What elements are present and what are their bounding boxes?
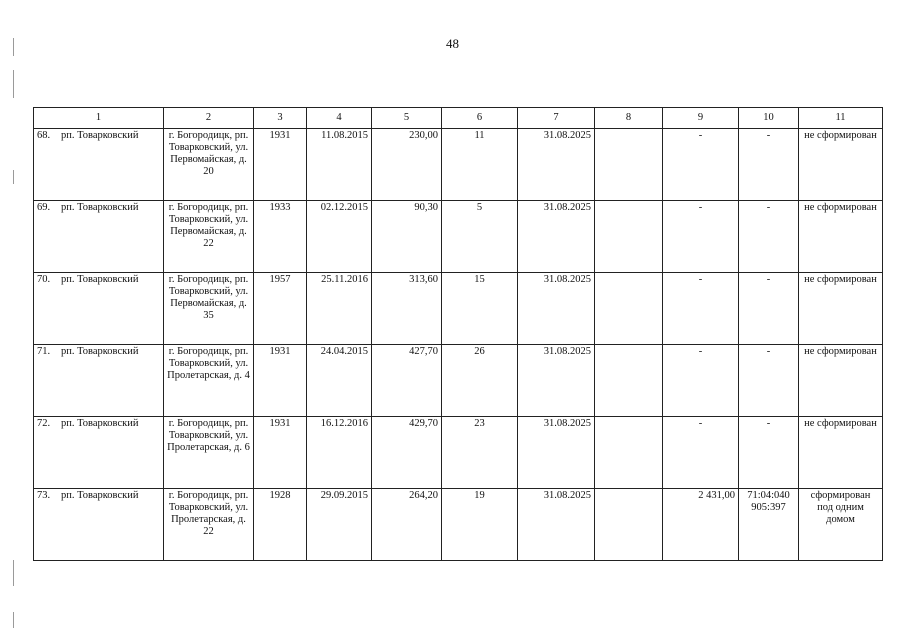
count-cell: 5 — [442, 201, 518, 273]
empty-cell — [595, 345, 663, 417]
deadline-cell: 31.08.2025 — [518, 489, 595, 561]
date-cell: 29.09.2015 — [307, 489, 372, 561]
column-header: 5 — [372, 108, 442, 129]
empty-cell — [595, 273, 663, 345]
status-cell: сформирован под одним домом — [799, 489, 883, 561]
column-header: 9 — [663, 108, 739, 129]
header-row — [34, 108, 883, 129]
settlement-name: рп. Товарковский — [61, 418, 139, 429]
column-header: 10 — [739, 108, 799, 129]
count-cell: 23 — [442, 417, 518, 489]
row-name-cell — [34, 129, 164, 201]
value-cell: 2 431,00 — [663, 489, 739, 561]
left-margin-mark — [13, 170, 14, 184]
area-cell: 427,70 — [372, 345, 442, 417]
cadastral-cell: - — [739, 129, 799, 201]
address-cell: г. Богородицк, рп. Товарковский, ул. Первомайская, д. 20 — [164, 129, 254, 201]
value-cell: - — [663, 201, 739, 273]
status-cell: не сформирован — [799, 273, 883, 345]
cadastral-cell: - — [739, 201, 799, 273]
date-cell: 25.11.2016 — [307, 273, 372, 345]
count-cell: 11 — [442, 129, 518, 201]
count-cell: 19 — [442, 489, 518, 561]
empty-cell — [595, 201, 663, 273]
deadline-cell: 31.08.2025 — [518, 273, 595, 345]
area-cell: 313,60 — [372, 273, 442, 345]
year-cell: 1931 — [254, 345, 307, 417]
year-cell: 1931 — [254, 129, 307, 201]
table-row — [34, 417, 883, 489]
area-cell: 230,00 — [372, 129, 442, 201]
table-row — [34, 489, 883, 561]
settlement-name: рп. Товарковский — [61, 490, 139, 501]
settlement-name: рп. Товарковский — [61, 274, 139, 285]
value-cell: - — [663, 129, 739, 201]
row-name-cell — [34, 201, 164, 273]
left-margin-mark — [13, 38, 14, 56]
empty-cell — [595, 129, 663, 201]
empty-cell — [595, 417, 663, 489]
deadline-cell: 31.08.2025 — [518, 417, 595, 489]
date-cell: 11.08.2015 — [307, 129, 372, 201]
row-number: 72. — [37, 418, 51, 429]
row-name-cell — [34, 273, 164, 345]
table-row — [34, 201, 883, 273]
column-header: 8 — [595, 108, 663, 129]
deadline-cell: 31.08.2025 — [518, 345, 595, 417]
address-cell: г. Богородицк, рп. Товарковский, ул. Первомайская, д. 35 — [164, 273, 254, 345]
table-row — [34, 273, 883, 345]
value-cell: - — [663, 273, 739, 345]
row-number: 70. — [37, 274, 51, 285]
status-cell: не сформирован — [799, 345, 883, 417]
address-cell: г. Богородицк, рп. Товарковский, ул. Пролетарская, д. 4 — [164, 345, 254, 417]
address-cell: г. Богородицк, рп. Товарковский, ул. Пролетарская, д. 6 — [164, 417, 254, 489]
date-cell: 16.12.2016 — [307, 417, 372, 489]
cadastral-cell: - — [739, 273, 799, 345]
status-cell: не сформирован — [799, 201, 883, 273]
row-number: 71. — [37, 346, 51, 357]
row-number: 69. — [37, 202, 51, 213]
area-cell: 429,70 — [372, 417, 442, 489]
year-cell: 1931 — [254, 417, 307, 489]
column-header: 7 — [518, 108, 595, 129]
column-header: 11 — [799, 108, 883, 129]
date-cell: 02.12.2015 — [307, 201, 372, 273]
deadline-cell: 31.08.2025 — [518, 129, 595, 201]
row-number: 68. — [37, 130, 51, 141]
column-header: 2 — [164, 108, 254, 129]
settlement-name: рп. Товарковский — [61, 346, 139, 357]
year-cell: 1928 — [254, 489, 307, 561]
column-header: 3 — [254, 108, 307, 129]
row-name-cell — [34, 345, 164, 417]
area-cell: 264,20 — [372, 489, 442, 561]
settlement-name: рп. Товарковский — [61, 130, 139, 141]
cadastral-cell: - — [739, 345, 799, 417]
column-header: 6 — [442, 108, 518, 129]
cadastral-cell: 71:04:040 905:397 — [739, 489, 799, 561]
table-row — [34, 129, 883, 201]
cadastral-cell: - — [739, 417, 799, 489]
value-cell: - — [663, 417, 739, 489]
left-margin-mark — [13, 70, 14, 98]
date-cell: 24.04.2015 — [307, 345, 372, 417]
left-margin-mark — [13, 612, 14, 628]
column-header: 1 — [34, 108, 164, 129]
register-table — [33, 107, 883, 561]
status-cell: не сформирован — [799, 417, 883, 489]
address-cell: г. Богородицк, рп. Товарковский, ул. Пролетарская, д. 22 — [164, 489, 254, 561]
count-cell: 26 — [442, 345, 518, 417]
year-cell: 1957 — [254, 273, 307, 345]
row-name-cell — [34, 489, 164, 561]
address-cell: г. Богородицк, рп. Товарковский, ул. Первомайская, д. 22 — [164, 201, 254, 273]
page-number: 48 — [446, 36, 459, 51]
table-row — [34, 345, 883, 417]
empty-cell — [595, 489, 663, 561]
deadline-cell: 31.08.2025 — [518, 201, 595, 273]
left-margin-mark — [13, 560, 14, 586]
settlement-name: рп. Товарковский — [61, 202, 139, 213]
status-cell: не сформирован — [799, 129, 883, 201]
value-cell: - — [663, 345, 739, 417]
year-cell: 1933 — [254, 201, 307, 273]
count-cell: 15 — [442, 273, 518, 345]
column-header: 4 — [307, 108, 372, 129]
area-cell: 90,30 — [372, 201, 442, 273]
row-name-cell — [34, 417, 164, 489]
row-number: 73. — [37, 490, 51, 501]
